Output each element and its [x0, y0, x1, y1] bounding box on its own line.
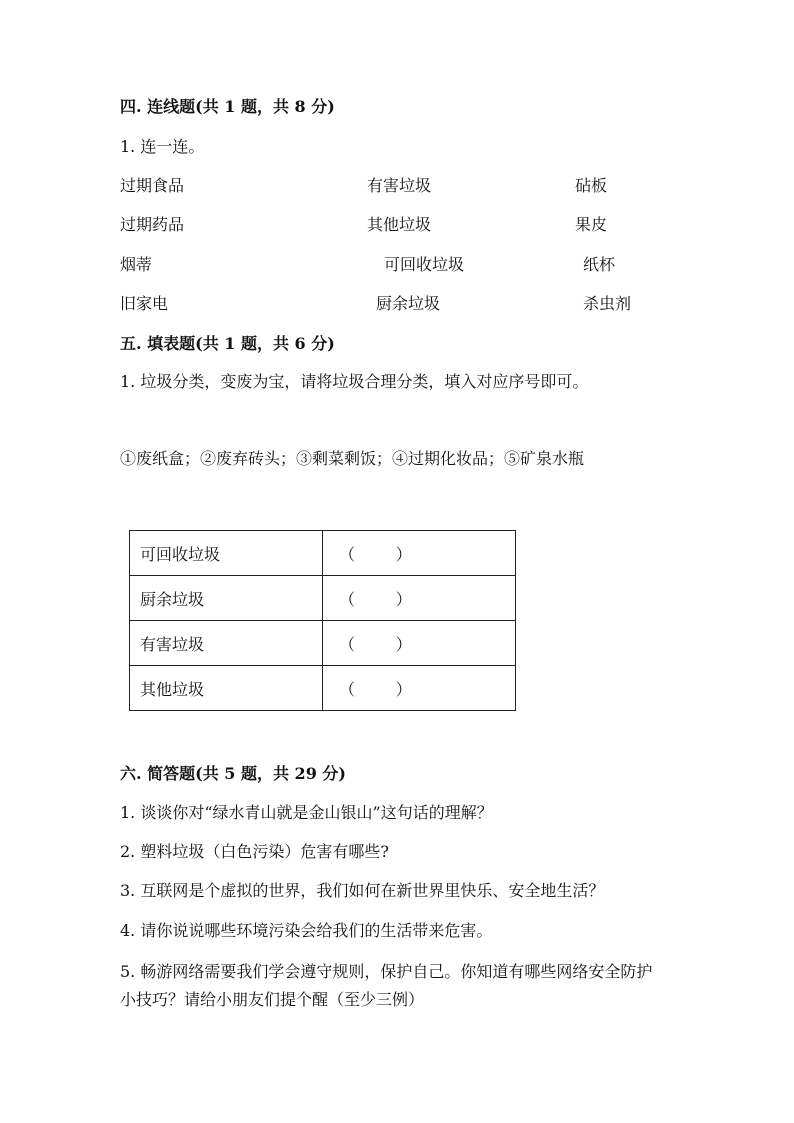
section-5-heading: 五. 填表题(共 1 题，共 6 分) — [120, 334, 335, 353]
match-item-col2-2: 其他垃圾 — [367, 215, 432, 234]
match-item-col1-2: 过期药品 — [120, 215, 185, 234]
match-item-col2-1: 有害垃圾 — [367, 176, 432, 195]
short-answer-question-1: 1. 谈谈你对“绿水青山就是金山银山”这句话的理解？ — [120, 803, 493, 822]
category-cell: 其他垃圾 — [130, 666, 323, 711]
match-item-col3-1: 砧板 — [575, 176, 608, 195]
section-4-question: 1. 连一连。 — [120, 137, 205, 156]
match-item-col3-4: 杀虫剂 — [583, 294, 632, 313]
answer-cell[interactable]: （ ） — [323, 576, 516, 621]
match-item-col2-4: 厨余垃圾 — [376, 294, 441, 313]
match-item-col1-1: 过期食品 — [120, 176, 185, 195]
section-5-question: 1. 垃圾分类，变废为宝，请将垃圾合理分类，填入对应序号即可。 — [120, 372, 589, 391]
match-item-col3-3: 纸杯 — [583, 255, 616, 274]
classification-table — [129, 530, 516, 711]
category-cell: 可回收垃圾 — [130, 531, 323, 576]
short-answer-question-4: 4. 请你说说哪些环境污染会给我们的生活带来危害。 — [120, 921, 493, 940]
table-row — [130, 531, 516, 576]
table-row — [130, 621, 516, 666]
answer-cell[interactable]: （ ） — [323, 531, 516, 576]
match-item-col1-4: 旧家电 — [120, 294, 169, 313]
short-answer-question-5: 5. 畅游网络需要我们学会遵守规则，保护自己。你知道有哪些网络安全防护小技巧？请给小朋友们提个醒（至少三例） — [120, 962, 653, 1009]
short-answer-question-2: 2. 塑料垃圾（白色污染）危害有哪些? — [120, 842, 389, 861]
table-row — [130, 666, 516, 711]
category-cell: 有害垃圾 — [130, 621, 323, 666]
short-answer-question-3: 3. 互联网是个虚拟的世界，我们如何在新世界里快乐、安全地生活？ — [120, 881, 605, 900]
match-item-col1-3: 烟蒂 — [120, 255, 153, 274]
waste-items-list: ①废纸盒；②废弃砖头；③剩菜剩饭；④过期化妆品；⑤矿泉水瓶 — [120, 449, 585, 468]
answer-cell[interactable]: （ ） — [323, 621, 516, 666]
section-6-heading: 六. 简答题(共 5 题，共 29 分) — [120, 764, 346, 783]
answer-cell[interactable]: （ ） — [323, 666, 516, 711]
match-item-col3-2: 果皮 — [575, 215, 608, 234]
section-4-heading: 四. 连线题(共 1 题，共 8 分) — [120, 97, 335, 116]
table-row — [130, 576, 516, 621]
category-cell: 厨余垃圾 — [130, 576, 323, 621]
match-item-col2-3: 可回收垃圾 — [384, 255, 465, 274]
